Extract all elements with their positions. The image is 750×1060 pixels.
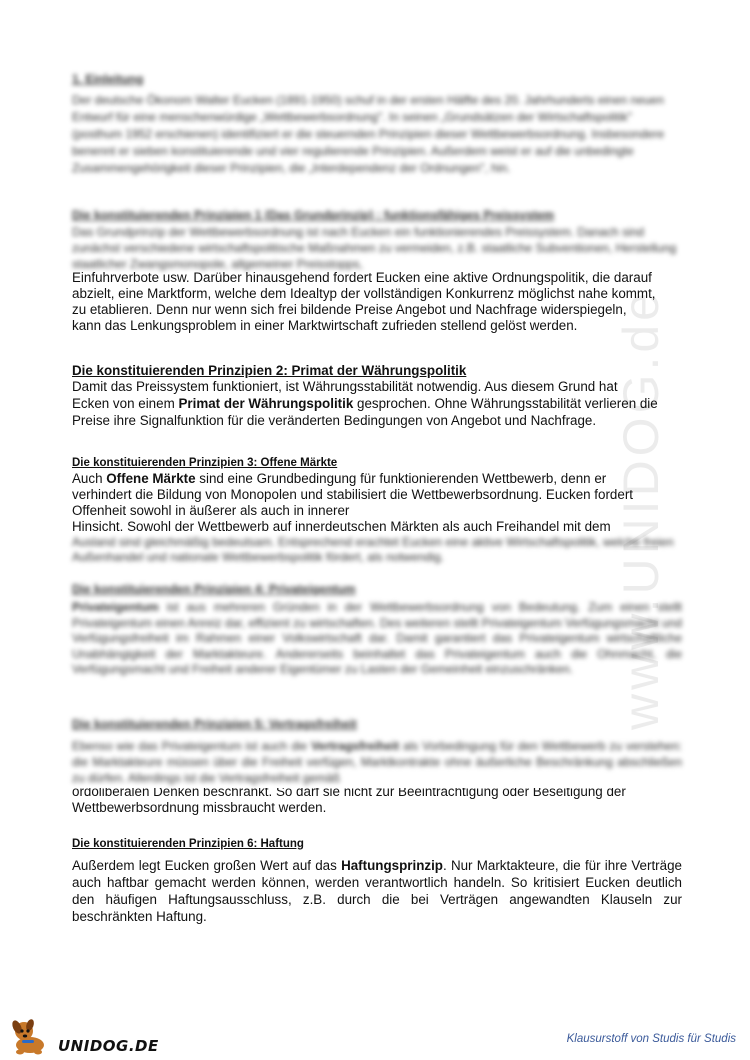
bold-term: Vertragsfreiheit	[311, 739, 400, 753]
introduction-text: Der deutsche Ökonom Walter Eucken (1891-1950) schuf in der ersten Hälfte des 20. Jahrhunderts einen neuen Entwurf für eine menschenwürdige „Wettbewerbsordnung". In seinen „Grundsätzen der Wirtschaftspolitik" (posthum 1952 erschienen) identifiziert er die steuernden Prinzipien dieser Wettbewerbsordnung. Insbesondere benennt er sieben konstituierende und vier regulierende Prinzipien. Außerdem weist er auf die unbedingte Zusammengehörigkeit dieser Prinzipien, die „Interdependenz der Ordnungen", hin.	[72, 93, 665, 175]
principle-3-blurred-text: Ausland sind gleichmäßig bedeutsam. Entsprechend erachtet Eucken eine aktive Wirtschaftspolitik, welche freien Außenhandel und nationale Wettbewerbspolitik fördert, als notwendig.	[72, 535, 674, 564]
text-fragment: ist aus mehreren Gründen in der Wettbewerbsordnung von Bedeutung. Zum einen stellt Privateigentum einen Anreiz dar, effizient zu wirtschaften. Des weiteren stellt Privateigentum Verfügungsmacht und Verfügungsfreiheit im Rahmen einer Volkswirtschaft dar. Damit garantiert das Privateigentum wirtschaftliche Unabhängigkeit der Marktakteure. Andererseits beinhaltet das Privateigentum auch die Ohnmacht, die Verfügungsmacht und Freiheit anderer Eigentümer zu Lasten der Gemeinheit einzuschränken.	[72, 600, 682, 677]
text-line: Einfuhrverbote usw. Darüber hinausgehend fordert Eucken eine aktive Ordnungspolitik, die darauf	[72, 270, 652, 285]
text-line: Damit das Preissystem funktioniert, ist Währungsstabilität notwendig. Aus diesem Grund hat	[72, 379, 618, 394]
text-line: ordoliberalen Denken beschränkt. So darf sie nicht zur Beeinträchtigung oder Beseitigung der	[72, 788, 626, 799]
text-line: zu etablieren. Denn nur wenn sich frei bildende Preise Angebot und Nachfrage widerspiegeln,	[72, 302, 627, 317]
text-fragment: . Nur Marktakteure, die für ihre Verträge auch haftbar gemacht werden können, werden verantwortlich handeln. So kritisiert Eucken deutlich den häufigen Haftungsausschluss, z.B. durch die bei Verträgen angewandten Klauseln zur beschränkten Haftung.	[72, 858, 682, 924]
principle-4-text	[72, 600, 682, 678]
bold-term: Offene Märkte	[106, 471, 196, 486]
principle-5-blurred-text	[72, 738, 682, 786]
footer-tagline: Klausurstoff von Studis für Studis	[566, 1033, 736, 1045]
text-line: abzielt, eine Marktform, welche dem Idealtyp der vollständigen Konkurrenz möglichst nahe kommt,	[72, 286, 656, 301]
principle-1-blurred-text: Das Grundprinzip der Wettbewerbsordnung ist nach Eucken ein funktionierendes Preissystem. Danach sind zunächst verschiedene wirtschaftspolitische Maßnahmen zu vermeiden, z.B. staatliche Subventionen, Herstellung staatlicher Zwangsmonopole, allgemeiner Preisstopps,	[72, 225, 677, 271]
text-fragment: Außerdem legt Eucken großen Wert auf das	[72, 858, 342, 873]
section-heading-principle-3: Die konstituierenden Prinzipien 3: Offene Märkte	[72, 457, 338, 469]
text-line: Offenheit sowohl in äußerer als auch in innerer	[72, 503, 350, 518]
text-fragment: als Vorbedingung für den Wettbewerb zu verstehen: die Marktakteure müssen über die Freiheit verfügen, Marktkontrakte ohne äußerliche Beschränkung abschließen zu dürfen. Allerdings ist die Vertragsfreiheit gemäß	[72, 739, 682, 785]
section-heading-principle-4: Die konstituierenden Prinzipien 4: Privateigentum	[72, 582, 356, 596]
unidog-logo	[8, 1015, 159, 1055]
text-line: Wettbewerbsordnung missbraucht werden.	[72, 800, 327, 815]
bold-term: Haftungsprinzip	[341, 858, 443, 873]
bold-term: Privateigentum	[72, 600, 159, 614]
dog-mascot-icon	[8, 1015, 56, 1055]
text-line: kann das Lenkungsproblem in einer Marktwirtschaft zufrieden stellend gelöst werden.	[72, 318, 578, 333]
text-line: Hinsicht. Sowohl der Wettbewerb auf innerdeutschen Märkten als auch Freihandel mit dem	[72, 519, 611, 534]
text-fragment: Ebenso wie das Privateigentum ist auch die	[72, 739, 312, 753]
section-heading-principle-6: Die konstituierenden Prinzipien 6: Haftung	[72, 838, 304, 850]
section-heading-principle-5: Die konstituierenden Prinzipien 5: Vertragsfreiheit	[72, 717, 357, 731]
text-fragment: sind eine Grundbedingung für funktionierenden Wettbewerb, denn er	[195, 471, 607, 486]
principle-6-text	[72, 857, 682, 925]
section-heading-introduction: 1. Einleitung	[72, 72, 144, 86]
bold-term: Primat der Währungspolitik	[178, 396, 354, 411]
text-line: verhindert die Bildung von Monopolen und stabilisiert die Wettbewerbsordnung. Eucken fordert	[72, 487, 634, 502]
text-line: Preise ihre Signalfunktion für die veränderten Bedingungen von Angebot und Nachfrage.	[72, 413, 597, 428]
watermark: www.UNIDOG.de	[613, 289, 669, 730]
section-heading-principle-1: Die konstituierenden Prinzipien 1 (Das Grundprinzip) : funktionsfähiges Preissystem	[72, 208, 555, 222]
text-line	[72, 471, 682, 488]
text-line	[72, 396, 682, 413]
text-fragment: gesprochen. Ohne Währungsstabilität verlieren die	[353, 396, 658, 411]
partially-visible-line-wrapper	[0, 788, 750, 800]
text-fragment: Ecken von einem	[72, 396, 179, 411]
logo-text: UNIDOG.DE	[58, 1037, 159, 1055]
section-heading-principle-2: Die konstituierenden Prinzipien 2: Primat der Währungspolitik	[72, 363, 467, 378]
text-fragment: Auch	[72, 471, 107, 486]
